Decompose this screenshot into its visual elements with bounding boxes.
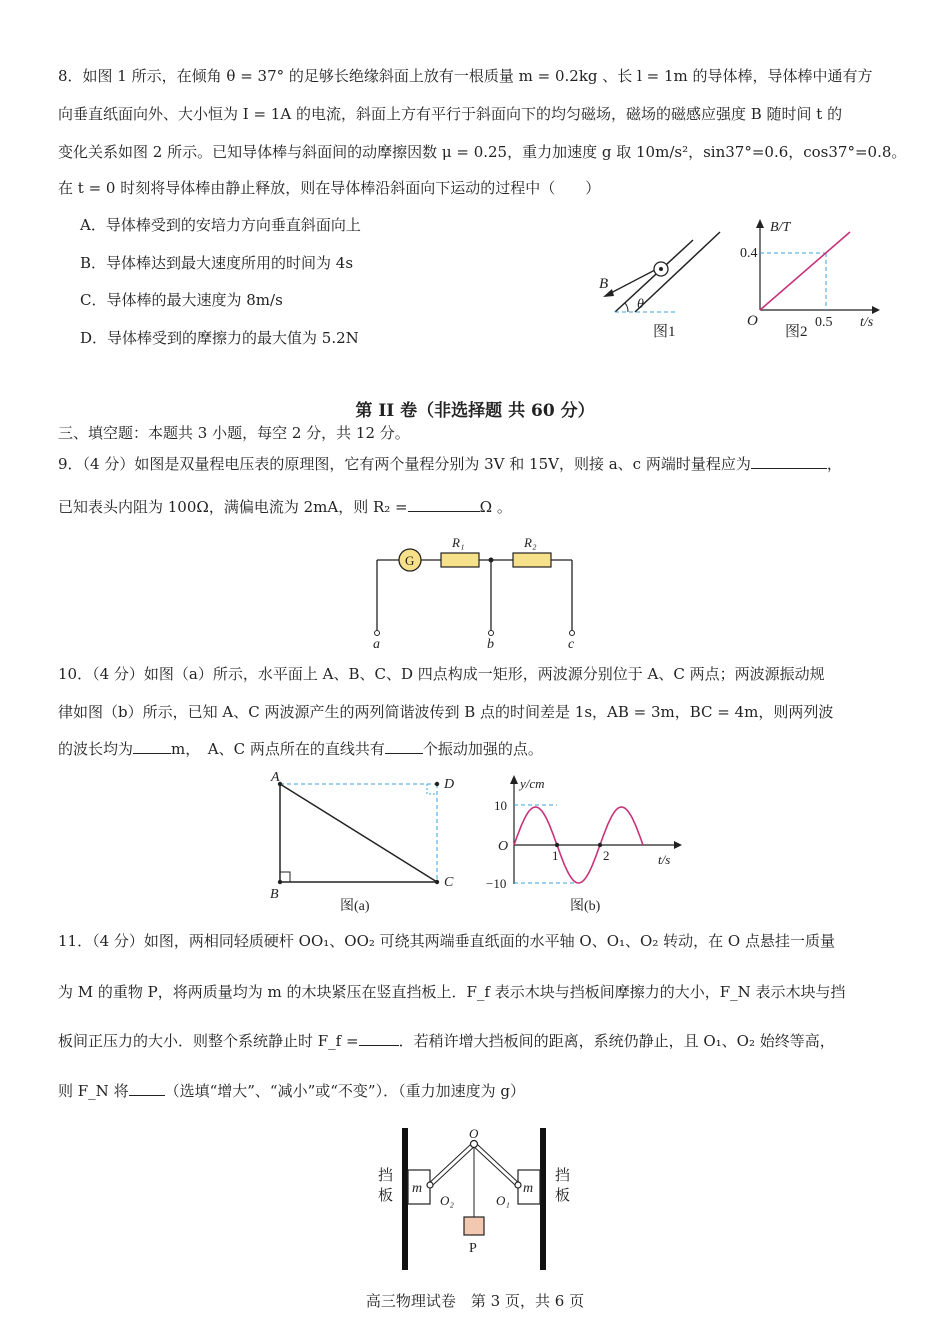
q11-blank-2[interactable] bbox=[129, 1081, 165, 1096]
label-O2: O₂ bbox=[440, 1193, 454, 1208]
label-P: P bbox=[469, 1241, 477, 1256]
current-dot bbox=[659, 267, 663, 271]
label-C: C bbox=[444, 875, 454, 890]
right-wall-label-1: 挡 bbox=[555, 1168, 571, 1184]
figb-ylabel: y/cm bbox=[520, 776, 545, 791]
fig2-xtick: 0.5 bbox=[815, 315, 833, 330]
terminal-a bbox=[375, 631, 380, 636]
q8-figure-1 bbox=[595, 222, 735, 347]
left-wall bbox=[402, 1128, 408, 1270]
fig2-origin: O bbox=[747, 313, 758, 329]
q8-line-3: 变化关系如图 2 所示。已知导体棒与斜面间的动摩擦因数 μ = 0.25，重力加速度 g 取 10m/s²，sin37°=0.6，cos37°=0.8。 bbox=[58, 143, 907, 161]
q9-text-2b: Ω 。 bbox=[479, 498, 512, 516]
label-m-right: m bbox=[523, 1181, 534, 1196]
angle-arc bbox=[625, 303, 628, 312]
q9-circuit bbox=[365, 532, 595, 652]
q8-option-a: A．导体棒受到的安培力方向垂直斜面向上 bbox=[80, 216, 361, 234]
point-C bbox=[435, 880, 439, 884]
q11-line-4 bbox=[58, 1081, 525, 1101]
incline-upper bbox=[615, 240, 693, 312]
label-O1: O₁ bbox=[496, 1193, 510, 1208]
figb-caption: 图(b) bbox=[570, 899, 601, 914]
weight-P bbox=[464, 1217, 484, 1235]
fig2-x-arrow bbox=[872, 306, 880, 314]
fig2-ylabel: B/T bbox=[770, 220, 791, 235]
q11-line-3 bbox=[58, 1031, 835, 1051]
q9-blank-2[interactable] bbox=[408, 497, 480, 512]
label-A: A bbox=[271, 772, 280, 785]
q10-figure-b bbox=[482, 772, 682, 914]
figb-ytick-neg: −10 bbox=[486, 876, 507, 891]
q10-text-3a: 的波长均为 bbox=[58, 740, 134, 758]
q10-line-1: 10．（4 分）如图（a）所示，水平面上 A、B、C、D 四点构成一矩形，两波源分别位于 A、C 两点；两波源振动规 bbox=[58, 665, 825, 683]
figb-origin: O bbox=[498, 839, 509, 854]
figb-xlabel: t/s bbox=[658, 852, 671, 867]
rod-OO2-inner bbox=[430, 1144, 474, 1185]
q9-line-1 bbox=[58, 454, 842, 474]
q10-text-3b: m， A、C 两点所在的直线共有 bbox=[171, 740, 385, 758]
resistor-r1 bbox=[441, 553, 479, 567]
figb-t-arrow bbox=[674, 841, 682, 849]
label-D: D bbox=[444, 777, 455, 792]
label-B: B bbox=[599, 276, 609, 292]
rod-OO1-inner bbox=[474, 1144, 518, 1185]
fig2-caption: 图2 bbox=[785, 324, 808, 340]
left-wall-label-1: 挡 bbox=[378, 1168, 394, 1184]
q11-figure bbox=[370, 1122, 590, 1272]
section-heading: 三、填空题：本题共 3 小题，每空 2 分，共 12 分。 bbox=[58, 424, 410, 442]
pivot-O2 bbox=[427, 1182, 433, 1188]
fig2-b-line bbox=[760, 232, 850, 310]
q8-option-b: B．导体棒达到最大速度所用的时间为 4s bbox=[80, 254, 354, 272]
q10-figure-a bbox=[262, 772, 472, 914]
q8-line-2: 向垂直纸面向外、大小恒为 I = 1A 的电流，斜面上方有平行于斜面向下的均匀磁场，磁场的磁感应强度 B 随时间 t 的 bbox=[58, 105, 843, 123]
q8-line-1: 8．如图 1 所示，在倾角 θ = 37° 的足够长绝缘斜面上放有一根质量 m = 0.2kg 、长 l = 1m 的导体棒，导体棒中通有方 bbox=[58, 67, 873, 85]
point-D bbox=[435, 782, 439, 786]
q9-text-1b: ， bbox=[826, 455, 842, 473]
terminal-b bbox=[489, 631, 494, 636]
label-m-left: m bbox=[412, 1181, 423, 1196]
q8-figure-2 bbox=[740, 215, 900, 345]
pivot-O bbox=[471, 1141, 478, 1148]
q9-text-2a: 已知表头内阻为 100Ω，满偏电流为 2mA，则 R₂ = bbox=[58, 498, 408, 516]
q9-text-1a: 9．（4 分）如图是双量程电压表的原理图，它有两个量程分别为 3V 和 15V，则接 a、c 两端时量程应为 bbox=[58, 455, 751, 473]
label-G: G bbox=[405, 553, 415, 568]
figb-point-1 bbox=[555, 843, 559, 847]
q11-text-4a: 则 F_N 将 bbox=[58, 1082, 129, 1100]
pivot-O1 bbox=[515, 1182, 521, 1188]
figa-caption: 图(a) bbox=[340, 899, 370, 914]
q9-line-2 bbox=[58, 497, 512, 517]
right-wall-label-2: 板 bbox=[555, 1188, 571, 1204]
fig2-y-arrow bbox=[756, 219, 764, 228]
figb-y-arrow bbox=[510, 775, 518, 784]
fig2-xlabel: t/s bbox=[860, 315, 874, 330]
label-R2: R₂ bbox=[524, 535, 537, 550]
q9-blank-1[interactable] bbox=[751, 454, 827, 469]
resistor-r2 bbox=[513, 553, 551, 567]
page-footer: 高三物理试卷 第 3 页，共 6 页 bbox=[365, 1292, 585, 1310]
q10-blank-1[interactable] bbox=[133, 739, 171, 754]
q10-line-2: 律如图（b）所示，已知 A、C 两波源产生的两列简谐波传到 B 点的时间差是 1s，AB = 3m，BC = 4m，则两列波 bbox=[58, 703, 834, 721]
figb-xtick-1: 1 bbox=[552, 848, 559, 863]
fig1-caption: 图1 bbox=[653, 324, 676, 340]
diagonal-AC bbox=[280, 784, 437, 882]
q11-text-3b: ．若稍许增大挡板间的距离，系统仍静止，且 O₁、O₂ 始终等高， bbox=[398, 1032, 835, 1050]
label-O: O bbox=[469, 1126, 479, 1141]
figb-ytick-pos: 10 bbox=[494, 798, 507, 813]
label-c: c bbox=[568, 637, 575, 652]
right-wall bbox=[540, 1128, 546, 1270]
q11-blank-1[interactable] bbox=[359, 1031, 399, 1046]
figb-xtick-2: 2 bbox=[603, 848, 610, 863]
q10-text-3c: 个振动加强的点。 bbox=[422, 740, 543, 758]
q10-blank-2[interactable] bbox=[385, 739, 423, 754]
q11-text-4b: （选填“增大”、“减小”或“不变”）．（重力加速度为 g） bbox=[164, 1082, 525, 1100]
terminal-c bbox=[570, 631, 575, 636]
label-theta: θ bbox=[637, 297, 644, 312]
figb-point-2 bbox=[598, 843, 602, 847]
q8-line-4: 在 t = 0 时刻将导体棒由静止释放，则在导体棒沿斜面向下运动的过程中（ ） bbox=[58, 179, 601, 197]
q11-line-2: 为 M 的重物 P，将两质量均为 m 的木块紧压在竖直挡板上．F_f 表示木块与挡板间摩擦力的大小，F_N 表示木块与挡 bbox=[58, 983, 846, 1001]
q11-line-1: 11．（4 分）如图，两相同轻质硬杆 OO₁、OO₂ 可绕其两端垂直纸面的水平轴 O、O₁、O₂ 转动，在 O 点悬挂一质量 bbox=[58, 932, 835, 950]
part2-title: 第 II 卷（非选择题 共 60 分） bbox=[355, 401, 595, 421]
fig2-ytick: 0.4 bbox=[740, 246, 758, 261]
q8-option-d: D．导体棒受到的摩擦力的最大值为 5.2N bbox=[80, 329, 359, 347]
point-B bbox=[278, 880, 282, 884]
q8-option-c: C．导体棒的最大速度为 8m/s bbox=[80, 291, 283, 309]
label-b: b bbox=[487, 637, 494, 652]
incline-lower bbox=[635, 232, 720, 312]
left-wall-label-2: 板 bbox=[378, 1188, 394, 1204]
q10-line-3 bbox=[58, 739, 543, 759]
q11-text-3a: 板间正压力的大小．则整个系统静止时 F_f = bbox=[58, 1032, 359, 1050]
label-B-pt: B bbox=[270, 887, 279, 902]
label-a: a bbox=[373, 637, 380, 652]
label-R1: R₁ bbox=[452, 535, 465, 550]
